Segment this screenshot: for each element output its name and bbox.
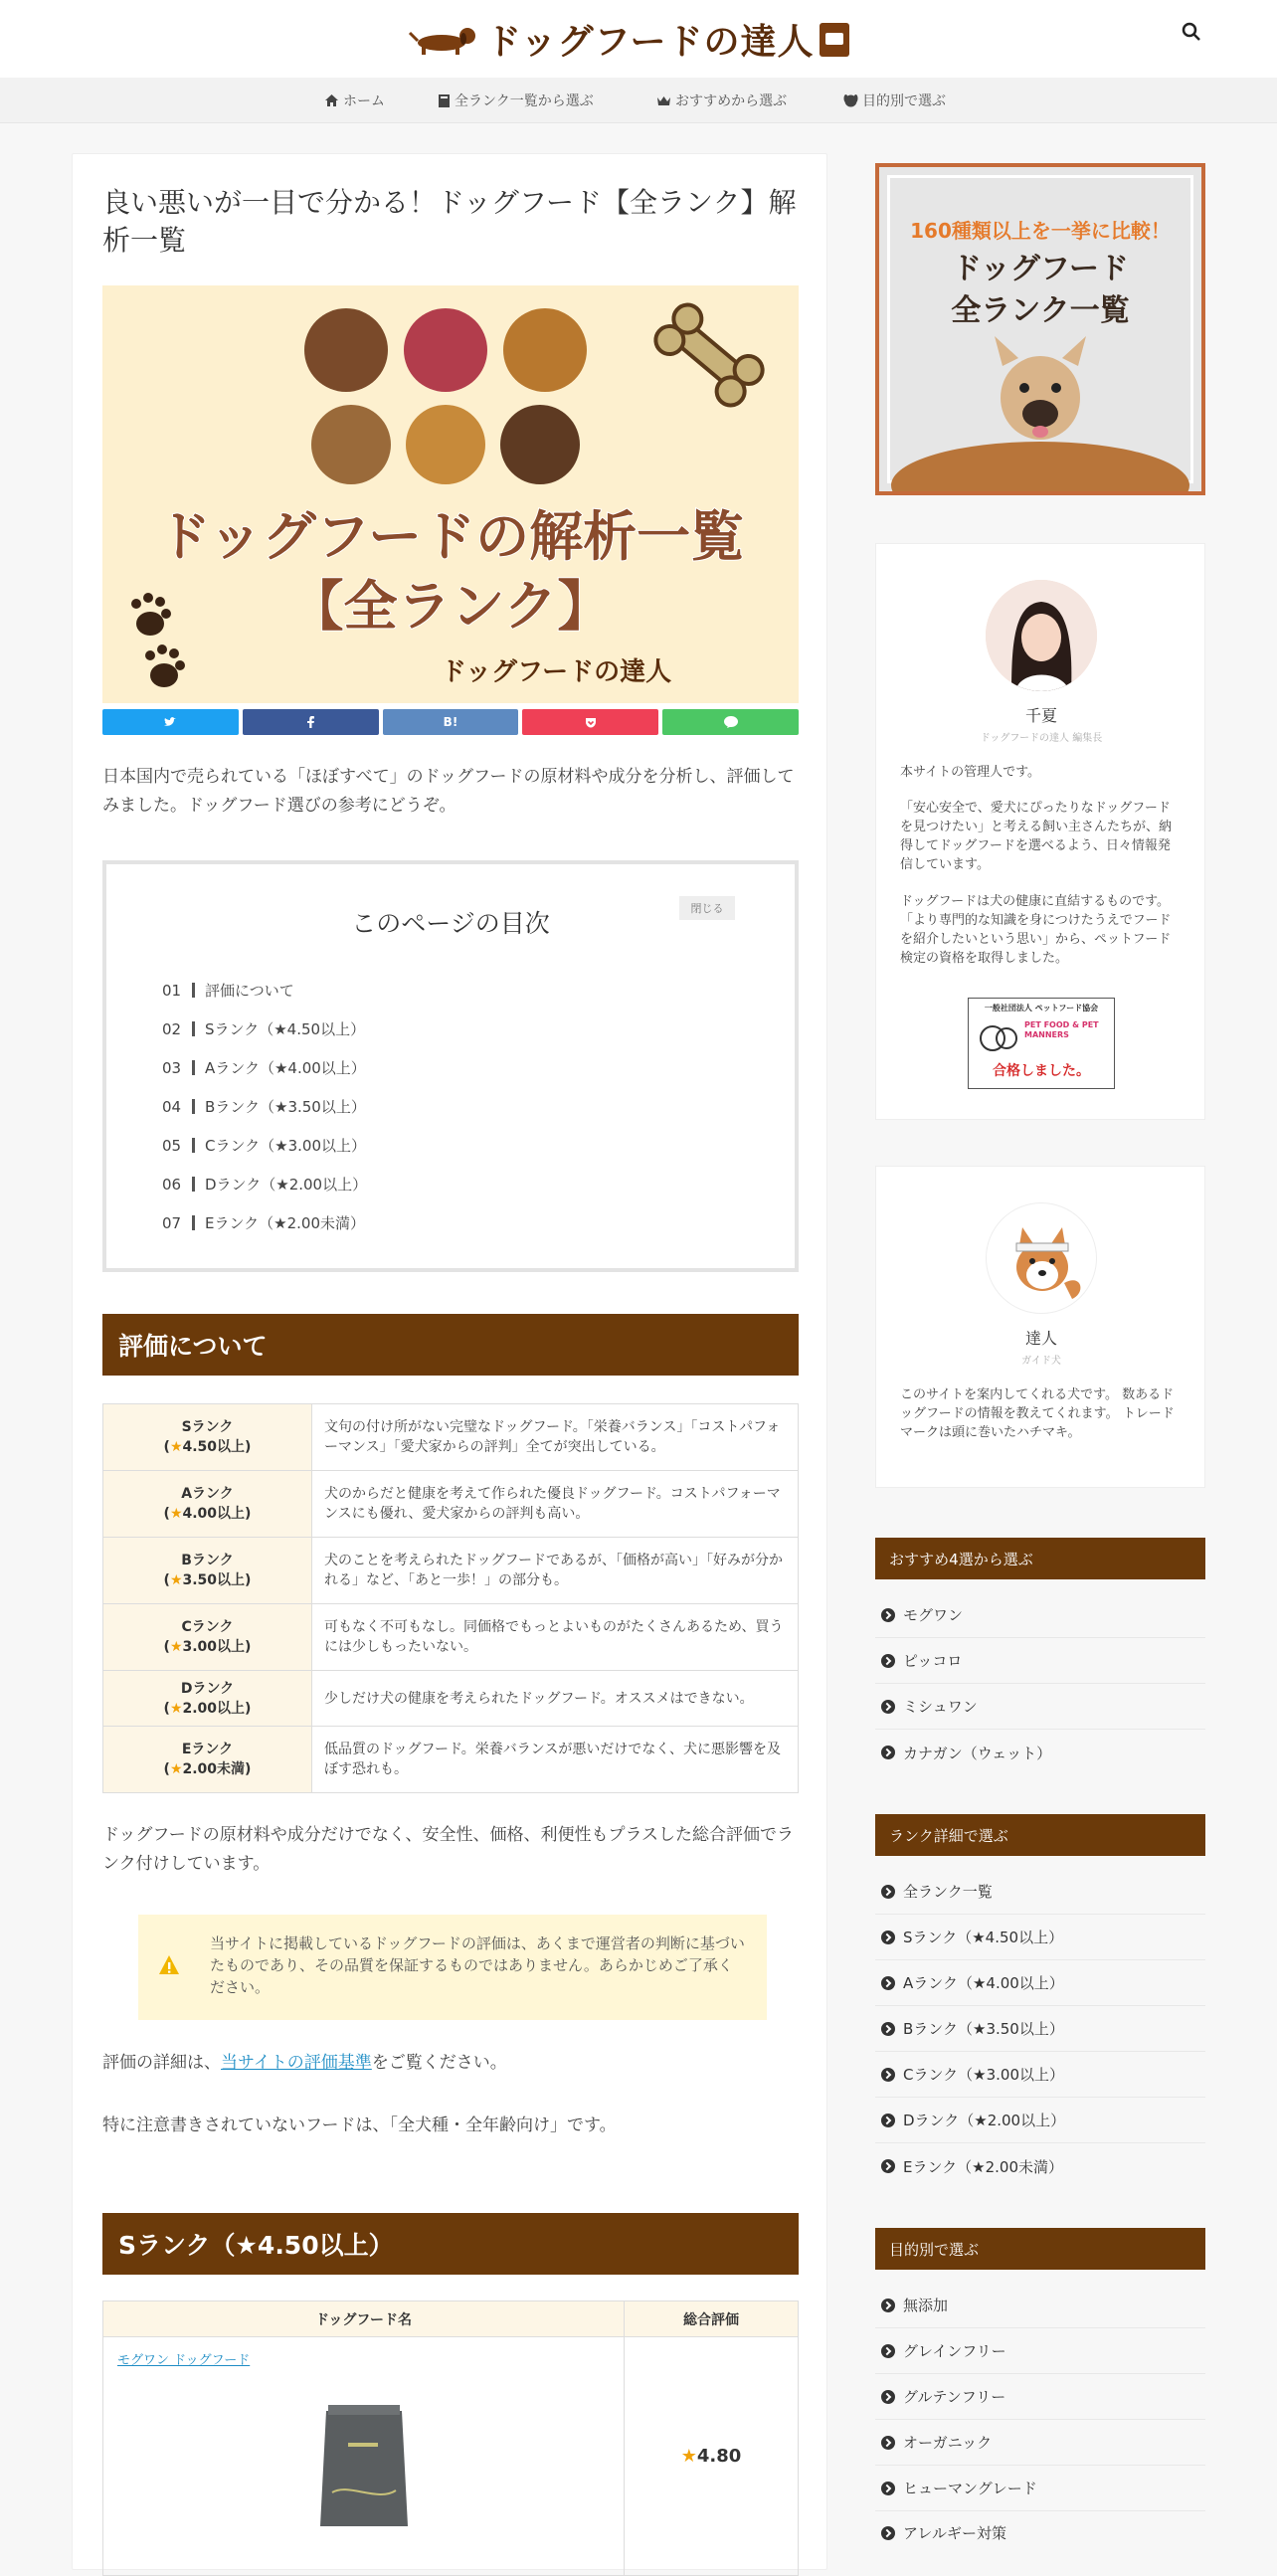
rank-desc: 低品質のドッグフード。栄養バランスが悪いだけでなく、犬に悪影響を及ぼす恐れも。	[312, 1727, 799, 1793]
rank-name: Aランク	[181, 1486, 234, 1502]
widget-link-label: ピッコロ	[903, 1652, 963, 1670]
widget-link-label: Eランク（★2.00未満）	[903, 2157, 1064, 2176]
pocket-icon	[585, 717, 597, 728]
rank-desc: 少しだけ犬の健康を考えられたドッグフード。オススメはできない。	[312, 1671, 799, 1727]
profile-role: ガイド犬	[1021, 1356, 1061, 1367]
rank-desc: 犬のことを考えられたドッグフードであるが、「価格が高い」「好みが分かれる」など、「あと一歩！」の部分も。	[312, 1538, 799, 1604]
widget-link[interactable]	[875, 1869, 1205, 1915]
rank-score: 4.00以上	[182, 1506, 246, 1522]
widget-link[interactable]	[875, 1915, 1205, 1960]
star-icon: ★	[169, 1506, 183, 1522]
site-logo[interactable]	[408, 14, 849, 65]
nav-label: おすすめから選ぶ	[675, 93, 788, 109]
toc-num: 04	[162, 1098, 182, 1116]
star-icon: ★	[169, 1639, 183, 1655]
rank-cell: Dランク (★2.00以上)	[103, 1671, 312, 1727]
widget-recommend-title: おすすめ4選から選ぶ	[875, 1538, 1205, 1579]
food-cell	[103, 2337, 625, 2576]
criteria-post: をご覧ください。	[371, 2053, 507, 2073]
table-row	[103, 2337, 799, 2576]
rank-desc: 可もなく不可もなし。同価格でもっとよいものがたくさんあるため、買うには少しもったいない。	[312, 1604, 799, 1671]
widget-link[interactable]	[875, 2283, 1205, 2328]
line-icon	[724, 716, 738, 728]
toc-title: このページの目次	[351, 909, 550, 938]
chevron-right-icon	[881, 2482, 895, 2495]
star-icon: ★	[169, 1439, 183, 1455]
widget-link-label: アレルギー対策	[903, 2524, 1007, 2542]
chevron-right-icon	[881, 2436, 895, 2450]
note-paragraph: 特に注意書きされていないフードは、「全犬種・全年齢向け」です。	[102, 2116, 617, 2135]
chevron-right-icon	[881, 2159, 895, 2173]
star-icon: ★	[169, 1572, 183, 1588]
col-header-food: ドッグフード名	[103, 2301, 625, 2337]
hero-title-line1: ドッグフードの解析一覧	[156, 505, 745, 568]
toc-item[interactable]	[162, 1174, 367, 1195]
toc-label: Eランク（★2.00未満）	[205, 1214, 366, 1232]
toc-divider	[192, 1021, 195, 1036]
food-bag-icon	[820, 23, 849, 57]
cert-mid: PET FOOD & PET MANNERS	[1024, 1020, 1099, 1039]
profile-text-1: 本サイトの管理人です。	[900, 765, 1041, 780]
chevron-right-icon	[881, 1885, 895, 1899]
star-icon: ★	[169, 1700, 183, 1717]
dog-icon	[843, 93, 858, 107]
widget-link[interactable]	[875, 1684, 1205, 1730]
chevron-right-icon	[881, 1700, 895, 1714]
widget-rank-title: ランク詳細で選ぶ	[875, 1814, 1205, 1856]
toc-num: 03	[162, 1059, 182, 1077]
caution-text: 当サイトに掲載しているドッグフードの評価は、あくまで運営者の判断に基づいたものであり、その品質を保証するものではありません。あらかじめご了承ください。	[210, 1934, 745, 1996]
rank-desc: 犬のからだと健康を考えて作られた優良ドッグフード。コストパフォーマンスにも優れ、愛犬家からの評判も高い。	[312, 1471, 799, 1538]
widget-link[interactable]	[875, 2511, 1205, 2554]
rank-cell: Sランク (★4.50以上)	[103, 1404, 312, 1471]
profile-text-3: ドッグフードは犬の健康に直結するものです。「より専門的な知識を身につけたうえでフードを紹介したいという思い」から、ペットフード検定の資格を取得しました。	[900, 894, 1172, 966]
warning-icon	[158, 1954, 180, 1976]
widget-link-label: モグワン	[903, 1606, 964, 1624]
toc-item[interactable]	[162, 980, 294, 1001]
chevron-right-icon	[881, 2022, 895, 2036]
widget-link-label: オーガニック	[903, 2434, 993, 2452]
rank-cell: Bランク (★3.50以上)	[103, 1538, 312, 1604]
banner-line3: 全ランク一覧	[951, 293, 1130, 328]
profile-text-2: 「安心安全で、愛犬にぴったりなドッグフードを見つけたい」と考える飼い主さんたちが、納得してドッグフードを選べるよう、日々情報発信しています。	[900, 801, 1173, 872]
toc-item[interactable]	[162, 1057, 366, 1078]
chevron-right-icon	[881, 2526, 895, 2540]
s-rank-table	[102, 2300, 799, 2576]
toc-item[interactable]	[162, 1135, 366, 1156]
editor-avatar-image	[986, 580, 1097, 691]
toc-num: 06	[162, 1176, 182, 1194]
toc-item[interactable]	[162, 1018, 365, 1039]
chevron-right-icon	[881, 1976, 895, 1990]
shiba-avatar-image	[987, 1203, 1097, 1314]
widget-link-label: ミシュワン	[903, 1698, 978, 1716]
rank-score: 3.00以上	[182, 1639, 246, 1655]
nav-item-home[interactable]	[324, 91, 385, 110]
cert-top: 一般社団法人 ペットフード協会	[984, 1004, 1099, 1012]
widget-link[interactable]	[875, 1730, 1205, 1775]
table-row	[103, 1538, 799, 1604]
toc-num: 02	[162, 1020, 182, 1038]
book-icon	[438, 93, 451, 108]
banner-line2: ドッグフード	[952, 252, 1129, 286]
site-header	[0, 0, 1277, 78]
widget-link[interactable]	[875, 2466, 1205, 2511]
share-pocket-button[interactable]	[522, 709, 658, 735]
food-link[interactable]: モグワン ドッグフード	[117, 2353, 251, 2368]
rank-definition-table	[102, 1403, 799, 1793]
table-row	[103, 1604, 799, 1671]
rank-name: Sランク	[181, 1419, 234, 1435]
toc-label: Dランク（★2.00以上）	[205, 1176, 368, 1194]
rank-cell: Eランク (★2.00未満)	[103, 1727, 312, 1793]
nav-label: ホーム	[343, 93, 385, 109]
score-cell	[625, 2337, 799, 2576]
table-row	[103, 1404, 799, 1471]
widget-link[interactable]	[875, 2420, 1205, 2466]
toc-divider	[192, 1060, 195, 1075]
toc-num: 01	[162, 982, 182, 1000]
toc-label: Cランク（★3.00以上）	[205, 1137, 367, 1155]
twitter-icon	[164, 717, 176, 727]
widget-link[interactable]	[875, 2052, 1205, 2098]
intro-text: 日本国内で売られている「ほぼすべて」のドッグフードの原材料や成分を分析し、評価してみました。ドッグフード選びの参考にどうぞ。	[102, 767, 795, 816]
toc-num: 07	[162, 1214, 182, 1232]
widget-link-label: 無添加	[903, 2297, 949, 2314]
certificate-badge	[968, 998, 1115, 1089]
toc-num: 05	[162, 1137, 182, 1155]
rank-score: 2.00以上	[182, 1700, 246, 1717]
page-title: 良い悪いが一目で分かる！ドッグフード【全ランク】解析一覧	[102, 186, 797, 257]
star-icon: ★	[169, 1761, 183, 1777]
hero-image	[102, 285, 799, 703]
pet-mascot-icon	[979, 1018, 1018, 1058]
hero-brand: ドッグフードの達人	[441, 657, 672, 687]
table-of-contents	[102, 860, 799, 1272]
criteria-link[interactable]: 当サイトの評価基準	[221, 2053, 372, 2073]
table-row	[103, 1471, 799, 1538]
nav-label: 目的別で選ぶ	[862, 93, 946, 109]
rank-name: Dランク	[180, 1680, 235, 1697]
widget-link[interactable]	[875, 1960, 1205, 2006]
profile-role: ドッグフードの達人 編集長	[980, 733, 1103, 744]
chevron-right-icon	[881, 2344, 895, 2358]
avatar[interactable]	[986, 1202, 1097, 1314]
toc-item[interactable]	[162, 1212, 365, 1233]
profile-text-1: このサイトを案内してくれる犬です。 数あるドッグフードの情報を教えてくれます。 トレードマークは頭に巻いたハチマキ。	[900, 1387, 1175, 1440]
chevron-right-icon	[881, 2299, 895, 2312]
star-icon: ★	[680, 2446, 697, 2467]
widget-link-label: Bランク（★3.50以上）	[903, 2020, 1064, 2038]
nav-label: 全ランク一覧から選ぶ	[455, 93, 594, 109]
toc-divider	[192, 1138, 195, 1153]
chevron-right-icon	[881, 2390, 895, 2404]
chevron-right-icon	[881, 1746, 895, 1759]
widget-link[interactable]	[875, 2328, 1205, 2374]
share-buttons	[102, 709, 799, 735]
widget-link[interactable]	[875, 2374, 1205, 2420]
widget-purpose-title: 目的別で選ぶ	[875, 2228, 1205, 2270]
cert-bottom: 合格しました。	[993, 1063, 1090, 1079]
global-nav	[0, 78, 1277, 123]
rank-score: 4.50以上	[182, 1439, 246, 1455]
widget-link[interactable]	[875, 2143, 1205, 2189]
chevron-right-icon	[881, 1654, 895, 1668]
criteria-pre: 評価の詳細は、	[102, 2053, 221, 2073]
toc-divider	[192, 983, 195, 998]
widget-link-label: ヒューマングレード	[903, 2480, 1037, 2497]
share-line-button[interactable]	[662, 709, 799, 735]
banner-line1: 160種類以上を一挙に比較！	[910, 219, 1171, 243]
widget-link[interactable]	[875, 1592, 1205, 1638]
food-score: 4.80	[696, 2446, 742, 2467]
search-button[interactable]	[1176, 16, 1207, 48]
profile-name: 達人	[1024, 1329, 1057, 1348]
widget-link-label: グレインフリー	[903, 2342, 1006, 2360]
crown-icon	[656, 94, 671, 107]
rank-cell: Cランク (★3.00以上)	[103, 1604, 312, 1671]
widget-link[interactable]	[875, 1638, 1205, 1684]
dachshund-icon	[408, 23, 479, 57]
logo-text: ドッグフードの達人	[485, 22, 815, 63]
widget-link-label: Aランク（★4.00以上）	[903, 1974, 1064, 1992]
toc-divider	[192, 1215, 195, 1230]
table-header-row	[103, 2301, 799, 2337]
nav-item-all-ranks[interactable]	[438, 91, 594, 110]
toc-item[interactable]	[162, 1096, 366, 1117]
widget-link-label: Cランク（★3.00以上）	[903, 2066, 1065, 2084]
section-heading-rating: 評価について	[102, 1314, 799, 1376]
article-card	[72, 153, 827, 2570]
facebook-icon	[307, 716, 314, 728]
toc-label: Sランク（★4.50以上）	[205, 1020, 366, 1038]
rank-desc: 文句の付け所がない完璧なドッグフード。「栄養バランス」「コストパフォーマンス」「愛犬家からの評判」全てが突出している。	[312, 1404, 799, 1471]
toc-close-button[interactable]: 閉じる	[679, 896, 735, 920]
col-header-score: 総合評価	[625, 2301, 799, 2337]
share-hatena-button[interactable]	[383, 709, 519, 735]
home-icon	[324, 93, 339, 107]
all-rank-banner[interactable]	[875, 163, 1205, 495]
widget-link[interactable]	[875, 2006, 1205, 2052]
widget-link[interactable]	[875, 2098, 1205, 2143]
chevron-right-icon	[881, 1931, 895, 1944]
table-row	[103, 1671, 799, 1727]
profile-card-editor	[875, 543, 1205, 1120]
bulldog-image	[879, 336, 1201, 491]
toc-divider	[192, 1099, 195, 1114]
hatena-icon: B!	[443, 715, 458, 729]
share-twitter-button[interactable]	[102, 709, 239, 735]
widget-link-label: Dランク（★2.00以上）	[903, 2112, 1066, 2129]
toc-label: Aランク（★4.00以上）	[205, 1059, 366, 1077]
profile-card-guide	[875, 1166, 1205, 1488]
avatar[interactable]	[986, 580, 1097, 691]
search-icon	[1182, 22, 1201, 42]
chevron-right-icon	[881, 1608, 895, 1622]
toc-label: Bランク（★3.50以上）	[205, 1098, 366, 1116]
profile-name: 千夏	[1024, 706, 1057, 725]
rank-score: 3.50以上	[182, 1572, 246, 1588]
rank-cell: Aランク (★4.00以上)	[103, 1471, 312, 1538]
toc-divider	[192, 1177, 195, 1192]
food-package-image[interactable]	[318, 2403, 410, 2532]
rating-description: ドッグフードの原材料や成分だけでなく、安全性、価格、利便性もプラスした総合評価でランク付けしています。	[102, 1825, 794, 1874]
caution-box	[138, 1915, 767, 2020]
share-facebook-button[interactable]	[243, 709, 379, 735]
rank-name: Bランク	[181, 1553, 234, 1568]
hero-title-line2: 【全ランク】	[289, 575, 612, 638]
chevron-right-icon	[881, 2114, 895, 2127]
rank-name: Eランク	[181, 1742, 234, 1757]
widget-link-label: Sランク（★4.50以上）	[903, 1929, 1064, 1946]
section-heading-s-rank: Sランク（★4.50以上）	[102, 2213, 799, 2275]
nav-item-purpose[interactable]	[843, 91, 946, 110]
table-row	[103, 1727, 799, 1793]
rank-score: 2.00未満	[182, 1761, 246, 1777]
toc-label: 評価について	[205, 982, 294, 1000]
rank-name: Cランク	[181, 1619, 234, 1635]
widget-link-label: カナガン（ウェット）	[903, 1744, 1052, 1762]
widget-link-label: グルテンフリー	[903, 2388, 1006, 2406]
nav-item-recommend[interactable]	[656, 91, 787, 110]
widget-link-label: 全ランク一覧	[903, 1883, 993, 1901]
criteria-paragraph	[102, 2049, 799, 2078]
chevron-right-icon	[881, 2068, 895, 2082]
